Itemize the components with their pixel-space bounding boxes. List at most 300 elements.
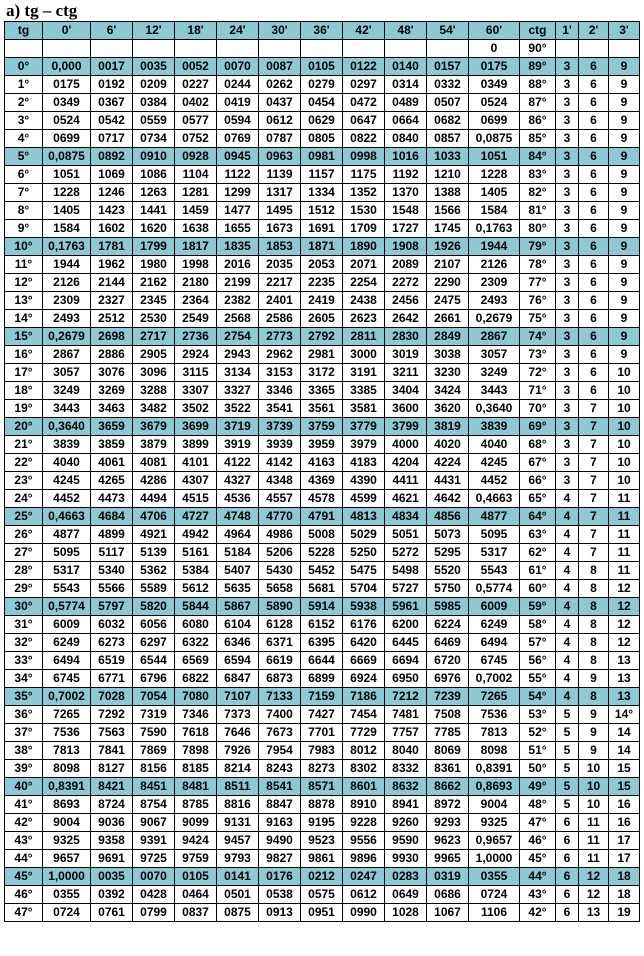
min-36-col-cell: 0951	[301, 904, 343, 922]
min-36-col-cell: 2235	[301, 274, 343, 292]
diff-2-col-cell: 11	[579, 850, 609, 868]
min-36-col-cell: 3172	[301, 364, 343, 382]
min-24-col-cell: 5407	[217, 562, 259, 580]
min-60-col-cell: 0,3640	[469, 400, 520, 418]
min-48-col-cell: 0140	[385, 58, 427, 76]
min-12-col-cell: 2717	[133, 328, 175, 346]
min-6-col-cell: 2144	[91, 274, 133, 292]
min-0-col-cell: 0355	[43, 886, 91, 904]
min-60-col-cell: 7536	[469, 706, 520, 724]
diff-1-col-cell: 1'	[556, 22, 579, 40]
min-30-col-cell: 0087	[259, 58, 301, 76]
min-30-col-cell: 5890	[259, 598, 301, 616]
tg-col-cell: 38°	[5, 742, 43, 760]
min-12-col-cell: 5139	[133, 544, 175, 562]
min-6-col-cell: 0367	[91, 94, 133, 112]
tg-col-cell: 44°	[5, 850, 43, 868]
min-18-col-cell: 18'	[175, 22, 217, 40]
min-12-col-cell: 3288	[133, 382, 175, 400]
min-24-col-cell: 0594	[217, 112, 259, 130]
min-12-col-cell: 0384	[133, 94, 175, 112]
min-42-col-cell: 0990	[343, 904, 385, 922]
diff-1-col-cell: 3	[556, 292, 579, 310]
min-18-col-cell: 1281	[175, 184, 217, 202]
min-36-col-cell: 4791	[301, 508, 343, 526]
tg-col-cell: 32°	[5, 634, 43, 652]
min-36-col-cell: 0805	[301, 130, 343, 148]
diff-2-col-cell: 9	[579, 742, 609, 760]
min-6-col-cell: 0017	[91, 58, 133, 76]
min-18-col-cell: 2549	[175, 310, 217, 328]
min-18-col-cell: 5161	[175, 544, 217, 562]
min-36-col-cell: 8273	[301, 760, 343, 778]
min-0-col-cell: 0699	[43, 130, 91, 148]
tg-col-cell: 46°	[5, 886, 43, 904]
diff-3-col-cell: 9	[609, 58, 640, 76]
diff-3-col-cell: 13	[609, 652, 640, 670]
min-42-col-cell: 9556	[343, 832, 385, 850]
min-36-col-cell: 5914	[301, 598, 343, 616]
min-6-col-cell: 0035	[91, 868, 133, 886]
min-30-col-cell: 3541	[259, 400, 301, 418]
min-42-col-cell: 0647	[343, 112, 385, 130]
min-30-col-cell: 6128	[259, 616, 301, 634]
min-12-col-cell: 6297	[133, 634, 175, 652]
min-30-col-cell: 5658	[259, 580, 301, 598]
tg-col-cell: 18°	[5, 382, 43, 400]
diff-3-col-cell: 9	[609, 256, 640, 274]
diff-3-col-cell: 9	[609, 292, 640, 310]
diff-2-col-cell: 10	[579, 778, 609, 796]
ctg-col-cell: 42°	[520, 904, 556, 922]
tg-col-cell: 1°	[5, 76, 43, 94]
diff-2-col-cell: 6	[579, 58, 609, 76]
min-36-col-cell: 2053	[301, 256, 343, 274]
table-row	[5, 256, 640, 274]
min-12-col-cell: 7319	[133, 706, 175, 724]
tg-col-cell: 8°	[5, 202, 43, 220]
ctg-col-cell: 70°	[520, 400, 556, 418]
min-0-col-cell: 0,000	[43, 58, 91, 76]
diff-2-col-cell: 8	[579, 652, 609, 670]
diff-3-col-cell: 11	[609, 562, 640, 580]
min-30-col-cell: 2962	[259, 346, 301, 364]
min-60-col-cell: 4452	[469, 472, 520, 490]
table-row	[5, 652, 640, 670]
min-60-col-cell: 0	[469, 40, 520, 58]
diff-1-col-cell: 4	[556, 508, 579, 526]
min-18-col-cell: 4727	[175, 508, 217, 526]
diff-1-col-cell: 4	[556, 490, 579, 508]
min-0-col-cell: 6009	[43, 616, 91, 634]
min-54-col-cell: 3038	[427, 346, 469, 364]
min-42-col-cell: 3000	[343, 346, 385, 364]
diff-3-col-cell: 13	[609, 688, 640, 706]
min-60-col-cell: 1944	[469, 238, 520, 256]
min-42-col-cell: 0122	[343, 58, 385, 76]
min-18-col-cell	[175, 40, 217, 58]
min-30-col-cell: 1673	[259, 220, 301, 238]
min-54-col-cell: 0686	[427, 886, 469, 904]
diff-1-col-cell: 5	[556, 724, 579, 742]
min-6-col-cell: 4265	[91, 472, 133, 490]
min-0-col-cell: 5543	[43, 580, 91, 598]
min-48-col-cell: 1727	[385, 220, 427, 238]
min-60-col-cell: 0355	[469, 868, 520, 886]
diff-1-col-cell: 3	[556, 76, 579, 94]
min-48-col-cell: 0840	[385, 130, 427, 148]
min-12-col-cell: 1263	[133, 184, 175, 202]
min-0-col-cell: 7265	[43, 706, 91, 724]
min-60-col-cell: 0,4663	[469, 490, 520, 508]
diff-3-col-cell: 10	[609, 364, 640, 382]
min-54-col-cell: 3819	[427, 418, 469, 436]
diff-2-col-cell: 6	[579, 130, 609, 148]
min-24-col-cell: 0419	[217, 94, 259, 112]
table-row	[5, 382, 640, 400]
table-row	[5, 904, 640, 922]
min-24-col-cell: 3522	[217, 400, 259, 418]
tg-col-cell: 43°	[5, 832, 43, 850]
min-6-col-cell: 9691	[91, 850, 133, 868]
min-42-col-cell: 4183	[343, 454, 385, 472]
min-18-col-cell: 9759	[175, 850, 217, 868]
table-row	[5, 562, 640, 580]
min-60-col-cell: 0699	[469, 112, 520, 130]
min-24-col-cell: 7646	[217, 724, 259, 742]
diff-3-col-cell	[609, 40, 640, 58]
min-12-col-cell: 0428	[133, 886, 175, 904]
table-row	[5, 634, 640, 652]
tg-col-cell: 15°	[5, 328, 43, 346]
ctg-col-cell: 55°	[520, 670, 556, 688]
min-60-col-cell: 0524	[469, 94, 520, 112]
tg-col-cell: 5°	[5, 148, 43, 166]
diff-3-col-cell: 10	[609, 400, 640, 418]
tg-col-cell: 37°	[5, 724, 43, 742]
min-6-col-cell: 8421	[91, 778, 133, 796]
diff-3-col-cell: 9	[609, 184, 640, 202]
diff-1-col-cell: 4	[556, 544, 579, 562]
min-42-col-cell: 0998	[343, 148, 385, 166]
min-30-col-cell: 1317	[259, 184, 301, 202]
min-0-col-cell: 7813	[43, 742, 91, 760]
ctg-col-cell: 80°	[520, 220, 556, 238]
tg-col-cell: 23°	[5, 472, 43, 490]
min-36-col-cell: 0981	[301, 148, 343, 166]
min-18-col-cell: 2924	[175, 346, 217, 364]
min-30-col-cell: 0913	[259, 904, 301, 922]
min-0-col-cell: 4040	[43, 454, 91, 472]
table-row	[5, 580, 640, 598]
min-6-col-cell: 1246	[91, 184, 133, 202]
min-42-col-cell: 4599	[343, 490, 385, 508]
min-60-col-cell: 1051	[469, 148, 520, 166]
min-54-col-cell: 5520	[427, 562, 469, 580]
table-row	[5, 292, 640, 310]
min-6-col-cell: 0392	[91, 886, 133, 904]
min-48-col-cell: 6694	[385, 652, 427, 670]
min-24-col-cell: 4536	[217, 490, 259, 508]
table-row	[5, 490, 640, 508]
min-60-col-cell: 1106	[469, 904, 520, 922]
min-12-col-cell: 3096	[133, 364, 175, 382]
min-54-col-cell: 1566	[427, 202, 469, 220]
min-12-col-cell: 4921	[133, 526, 175, 544]
min-18-col-cell: 5384	[175, 562, 217, 580]
min-18-col-cell: 1104	[175, 166, 217, 184]
diff-2-col-cell: 7	[579, 454, 609, 472]
min-6-col-cell: 5340	[91, 562, 133, 580]
tg-col-cell: tg	[5, 22, 43, 40]
tg-col-cell: 13°	[5, 292, 43, 310]
min-36-col-cell: 36'	[301, 22, 343, 40]
min-30-col-cell: 9490	[259, 832, 301, 850]
min-24-col-cell: 2568	[217, 310, 259, 328]
min-54-col-cell: 2290	[427, 274, 469, 292]
min-36-col-cell: 4578	[301, 490, 343, 508]
ctg-col-cell: 56°	[520, 652, 556, 670]
diff-3-col-cell: 12	[609, 598, 640, 616]
min-42-col-cell: 0297	[343, 76, 385, 94]
highlight-row	[5, 148, 640, 166]
min-42-col-cell: 2071	[343, 256, 385, 274]
tg-col-cell	[5, 40, 43, 58]
min-48-col-cell: 2089	[385, 256, 427, 274]
min-60-col-cell: 8098	[469, 742, 520, 760]
table-row	[5, 454, 640, 472]
diff-3-col-cell: 3'	[609, 22, 640, 40]
ctg-col-cell: 50°	[520, 760, 556, 778]
min-54-col-cell: 2661	[427, 310, 469, 328]
ctg-col-cell: 89°	[520, 58, 556, 76]
min-6-col-cell: 2512	[91, 310, 133, 328]
min-60-col-cell: 0,8693	[469, 778, 520, 796]
min-24-col-cell: 6346	[217, 634, 259, 652]
min-12-col-cell: 1086	[133, 166, 175, 184]
min-12-col-cell: 0209	[133, 76, 175, 94]
min-6-col-cell: 6771	[91, 670, 133, 688]
ctg-col-cell: 85°	[520, 130, 556, 148]
tg-col-cell: 42°	[5, 814, 43, 832]
min-30-col-cell: 7954	[259, 742, 301, 760]
min-6-col-cell: 2886	[91, 346, 133, 364]
diff-3-col-cell: 10	[609, 454, 640, 472]
diff-2-col-cell: 6	[579, 76, 609, 94]
tg-col-cell: 22°	[5, 454, 43, 472]
diff-3-col-cell: 9	[609, 310, 640, 328]
diff-2-col-cell: 6	[579, 148, 609, 166]
tg-col-cell: 14°	[5, 310, 43, 328]
min-48-col-cell: 9590	[385, 832, 427, 850]
min-12-col-cell: 4706	[133, 508, 175, 526]
ctg-col-cell: 68°	[520, 436, 556, 454]
min-18-col-cell: 5612	[175, 580, 217, 598]
table-row	[5, 184, 640, 202]
diff-3-col-cell: 9	[609, 220, 640, 238]
ctg-col-cell: 84°	[520, 148, 556, 166]
min-54-col-cell: 7508	[427, 706, 469, 724]
min-30-col-cell: 7400	[259, 706, 301, 724]
min-60-col-cell: 1,0000	[469, 850, 520, 868]
diff-3-col-cell: 14°	[609, 706, 640, 724]
min-18-col-cell: 0052	[175, 58, 217, 76]
ctg-col-cell: 63°	[520, 526, 556, 544]
ctg-col-cell: 43°	[520, 886, 556, 904]
min-42-col-cell: 7186	[343, 688, 385, 706]
tg-col-cell: 7°	[5, 184, 43, 202]
tg-col-cell: 24°	[5, 490, 43, 508]
min-48-col-cell: 6445	[385, 634, 427, 652]
diff-3-col-cell: 11	[609, 490, 640, 508]
min-0-col-cell: 1228	[43, 184, 91, 202]
min-60-col-cell: 6249	[469, 616, 520, 634]
min-36-col-cell: 5228	[301, 544, 343, 562]
min-18-col-cell: 5844	[175, 598, 217, 616]
min-42-col-cell: 7454	[343, 706, 385, 724]
min-24-col-cell: 24'	[217, 22, 259, 40]
diff-2-col-cell: 10	[579, 760, 609, 778]
min-0-col-cell: 0,2679	[43, 328, 91, 346]
min-12-col-cell: 9391	[133, 832, 175, 850]
min-48-col-cell: 3019	[385, 346, 427, 364]
diff-1-col-cell: 3	[556, 472, 579, 490]
min-12-col-cell: 4494	[133, 490, 175, 508]
min-0-col-cell: 5317	[43, 562, 91, 580]
min-42-col-cell: 9228	[343, 814, 385, 832]
min-18-col-cell: 9099	[175, 814, 217, 832]
min-48-col-cell: 1016	[385, 148, 427, 166]
min-24-col-cell	[217, 40, 259, 58]
diff-2-col-cell: 6	[579, 166, 609, 184]
tg-col-cell: 40°	[5, 778, 43, 796]
diff-1-col-cell: 3	[556, 400, 579, 418]
tg-col-cell: 2°	[5, 94, 43, 112]
table-row	[5, 436, 640, 454]
min-0-col-cell: 4877	[43, 526, 91, 544]
tg-col-cell: 3°	[5, 112, 43, 130]
diff-2-col-cell: 8	[579, 580, 609, 598]
min-12-col-cell	[133, 40, 175, 58]
min-54-col-cell: 8361	[427, 760, 469, 778]
diff-1-col-cell: 6	[556, 868, 579, 886]
min-12-col-cell: 1799	[133, 238, 175, 256]
min-0-col-cell: 1584	[43, 220, 91, 238]
min-18-col-cell: 4942	[175, 526, 217, 544]
min-48-col-cell: 3211	[385, 364, 427, 382]
min-18-col-cell: 7080	[175, 688, 217, 706]
min-54-col-cell: 0157	[427, 58, 469, 76]
tg-col-cell: 39°	[5, 760, 43, 778]
min-6-col-cell: 6519	[91, 652, 133, 670]
min-6-col-cell: 7292	[91, 706, 133, 724]
diff-2-col-cell: 12	[579, 886, 609, 904]
min-42-col-cell: 0822	[343, 130, 385, 148]
min-42-col-cell: 9896	[343, 850, 385, 868]
min-60-col-cell: 6009	[469, 598, 520, 616]
min-6-col-cell: 4899	[91, 526, 133, 544]
min-24-col-cell: 2016	[217, 256, 259, 274]
ctg-col-cell: 54°	[520, 688, 556, 706]
min-54-col-cell: 4856	[427, 508, 469, 526]
diff-3-col-cell: 10	[609, 418, 640, 436]
ctg-col-cell: 58°	[520, 616, 556, 634]
ctg-col-cell: 86°	[520, 112, 556, 130]
min-48-col-cell: 1370	[385, 184, 427, 202]
ctg-col-cell: 52°	[520, 724, 556, 742]
diff-1-col-cell: 4	[556, 670, 579, 688]
min-48-col-cell: 7481	[385, 706, 427, 724]
min-48-col-cell: 8941	[385, 796, 427, 814]
min-0-col-cell: 9004	[43, 814, 91, 832]
diff-2-col-cell: 9	[579, 670, 609, 688]
table-row	[5, 850, 640, 868]
min-24-col-cell: 2754	[217, 328, 259, 346]
min-24-col-cell: 8214	[217, 760, 259, 778]
min-18-col-cell: 7618	[175, 724, 217, 742]
ctg-col-cell: 82°	[520, 184, 556, 202]
min-18-col-cell: 7898	[175, 742, 217, 760]
diff-3-col-cell: 10	[609, 472, 640, 490]
table-row	[5, 94, 640, 112]
diff-2-col-cell: 8	[579, 688, 609, 706]
min-48-col-cell: 48'	[385, 22, 427, 40]
min-42-col-cell: 5475	[343, 562, 385, 580]
min-36-col-cell: 4163	[301, 454, 343, 472]
table-row	[5, 814, 640, 832]
min-12-col-cell: 5362	[133, 562, 175, 580]
min-0-col-cell: 3249	[43, 382, 91, 400]
diff-1-col-cell: 3	[556, 364, 579, 382]
min-60-col-cell: 2493	[469, 292, 520, 310]
tg-col-cell: 26°	[5, 526, 43, 544]
min-0-col-cell: 4452	[43, 490, 91, 508]
min-42-col-cell: 3979	[343, 436, 385, 454]
diff-1-col-cell: 3	[556, 454, 579, 472]
min-0-col-cell: 8693	[43, 796, 91, 814]
min-36-col-cell: 3561	[301, 400, 343, 418]
min-42-col-cell: 1352	[343, 184, 385, 202]
diff-3-col-cell: 11	[609, 544, 640, 562]
min-30-col-cell: 2401	[259, 292, 301, 310]
min-6-col-cell: 0761	[91, 904, 133, 922]
min-48-col-cell: 9260	[385, 814, 427, 832]
min-24-col-cell: 1477	[217, 202, 259, 220]
highlight-row	[5, 778, 640, 796]
tg-col-cell: 21°	[5, 436, 43, 454]
min-60-col-cell: 3249	[469, 364, 520, 382]
min-30-col-cell: 9163	[259, 814, 301, 832]
min-30-col-cell: 2035	[259, 256, 301, 274]
min-54-col-cell: 1388	[427, 184, 469, 202]
diff-2-col-cell: 6	[579, 328, 609, 346]
diff-1-col-cell: 4	[556, 616, 579, 634]
highlight-row	[5, 868, 640, 886]
highlight-row	[5, 328, 640, 346]
diff-3-col-cell: 14	[609, 724, 640, 742]
min-48-col-cell: 8332	[385, 760, 427, 778]
min-18-col-cell: 8481	[175, 778, 217, 796]
min-12-col-cell: 0035	[133, 58, 175, 76]
min-18-col-cell: 0577	[175, 112, 217, 130]
min-0-col-cell: 9657	[43, 850, 91, 868]
min-60-col-cell: 4245	[469, 454, 520, 472]
min-30-col-cell: 5206	[259, 544, 301, 562]
ctg-col-cell: 83°	[520, 166, 556, 184]
min-6-col-cell: 2698	[91, 328, 133, 346]
ctg-col-cell: 62°	[520, 544, 556, 562]
min-18-col-cell: 0105	[175, 868, 217, 886]
